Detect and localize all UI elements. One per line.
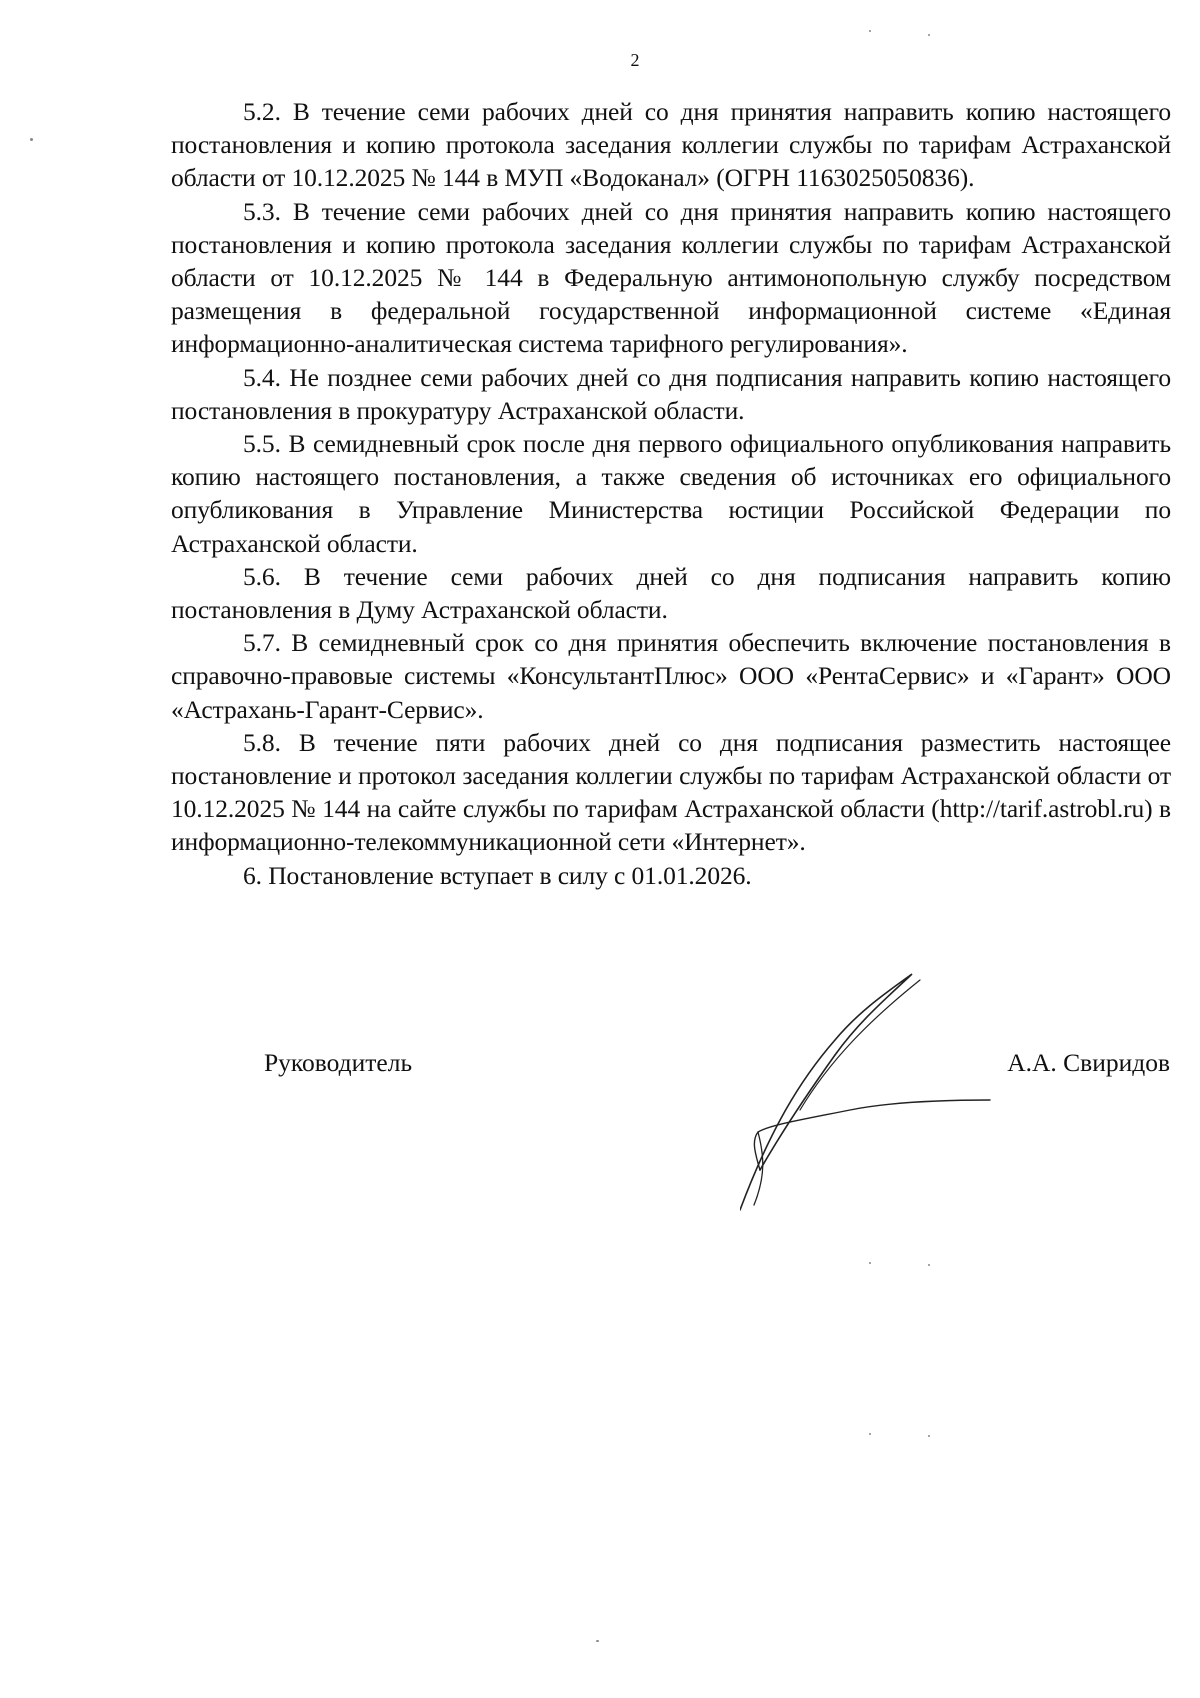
- handwritten-signature: [740, 960, 1000, 1220]
- paragraph-5-3: 5.3. В течение семи рабочих дней со дня принятия направить копию настоящего постановления и копию протокола заседания коллегии службы по тарифам Астраханской области от 10.12.2025 № 144 в Федеральную антимонопольную службу посредством размещения в федеральной государственной информационной системе «Единая информационно-аналитическая система тарифного регулирования».: [171, 196, 1171, 359]
- paragraph-5-7: 5.7. В семидневный срок со дня принятия обеспечить включение постановления в справочно-правовые системы «КонсультантПлюс» ООО «РентаСервис» и «Гарант» ООО «Астрахань-Гарант-Сервис».: [171, 628, 1171, 724]
- document-body: [171, 95, 1171, 892]
- scan-speck: [928, 1264, 930, 1266]
- paragraph-5-4: 5.4. Не позднее семи рабочих дней со дня подписания направить копию настоящего постановления в прокуратуру Астраханской области.: [171, 362, 1171, 425]
- paragraph-5-2: 5.2. В течение семи рабочих дней со дня принятия направить копию настоящего постановления и копию протокола заседания коллегии службы по тарифам Астраханской области от 10.12.2025 № 144 в МУП «Водоканал» (ОГРН 1163025050836).: [171, 97, 1171, 193]
- signatory-title: Руководитель: [264, 1048, 413, 1077]
- page-number: 2: [630, 50, 640, 70]
- paragraph-5-6: 5.6. В течение семи рабочих дней со дня подписания направить копию постановления в Думу Астраханской области.: [171, 561, 1171, 625]
- scan-speck: [869, 30, 871, 32]
- scan-speck: [928, 1435, 930, 1437]
- signatory-name: А.А. Свиридов: [1007, 1048, 1170, 1077]
- scan-speck: [596, 1640, 599, 1642]
- paragraph-6: 6. Постановление вступает в силу с 01.01.2026.: [243, 860, 752, 890]
- paragraph-5-5: 5.5. В семидневный срок после дня первого официального опубликования направить копию настоящего постановления, а также сведения об источниках его официального опубликования в Управление Министерства юстиции Российской Федерации по Астраханской области.: [171, 429, 1171, 558]
- scan-speck: [30, 138, 33, 141]
- scan-speck: [928, 34, 930, 36]
- scan-speck: [869, 1262, 871, 1264]
- paragraph-5-8: 5.8. В течение пяти рабочих дней со дня подписания разместить настоящее постановление и протокол заседания коллегии службы по тарифам Астраханской области от 10.12.2025 № 144 на сайте службы по тарифам Астраханской области (http://tarif.astrobl.ru) в информационно-телекоммуникационной сети «Интернет».: [171, 727, 1171, 857]
- scan-speck: [869, 1433, 871, 1435]
